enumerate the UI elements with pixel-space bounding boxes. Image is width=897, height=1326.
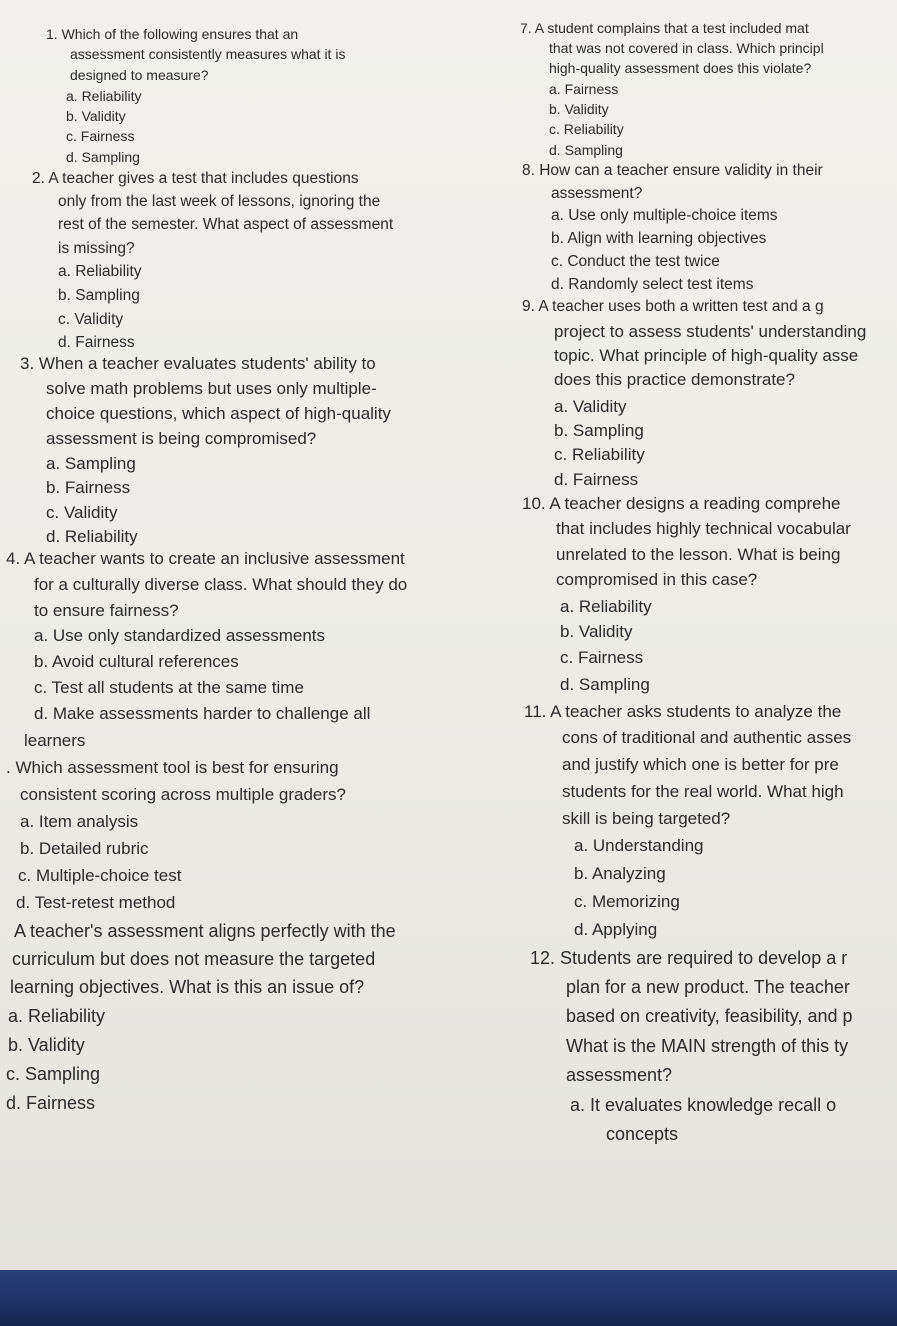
text-line: c. Validity	[46, 503, 118, 522]
text-line: 10. A teacher designs a reading comprehe	[522, 494, 841, 513]
text-line: a. Reliability	[58, 263, 142, 280]
text-line: c. Fairness	[66, 128, 135, 144]
text-line: d. Reliability	[46, 527, 138, 546]
text-line: d. Sampling	[549, 142, 623, 158]
text-line: a. Understanding	[574, 836, 704, 855]
text-line: project to assess students' understanding	[554, 322, 867, 341]
text-line: c. Memorizing	[574, 892, 680, 911]
text-line: does this practice demonstrate?	[554, 370, 795, 389]
text-line: a. Reliability	[8, 1006, 106, 1026]
text-line: b. Avoid cultural references	[34, 652, 239, 671]
text-line: A teacher's assessment aligns perfectly with the	[14, 921, 396, 941]
text-line: b. Analyzing	[574, 864, 666, 883]
text-line: d. Applying	[574, 920, 658, 939]
text-line: c. Test all students at the same time	[34, 678, 304, 697]
text-line: plan for a new product. The teacher	[566, 977, 850, 997]
text-line: a. Reliability	[66, 88, 142, 104]
text-line: a. Validity	[554, 397, 627, 416]
text-line: students for the real world. What high	[562, 782, 844, 801]
text-line: d. Fairness	[6, 1093, 96, 1113]
text-line: c. Multiple-choice test	[18, 866, 182, 885]
text-line: d. Sampling	[66, 149, 140, 165]
text-line: 7. A student complains that a test included mat	[520, 20, 809, 36]
text-line: solve math problems but uses only multiple-	[46, 379, 377, 398]
text-line: c. Sampling	[6, 1064, 101, 1084]
text-line: skill is being targeted?	[562, 809, 731, 828]
text-line: assessment?	[551, 185, 643, 202]
text-line: b. Fairness	[46, 478, 131, 497]
text-line: compromised in this case?	[556, 570, 758, 589]
text-line: b. Validity	[66, 108, 126, 124]
text-line: b. Validity	[549, 101, 609, 117]
text-line: d. Test-retest method	[16, 893, 176, 912]
text-line: concepts	[606, 1124, 679, 1144]
text-line: a. Use only multiple-choice items	[551, 207, 778, 224]
text-line: high-quality assessment does this violate?	[549, 60, 812, 76]
text-line: c. Validity	[58, 311, 124, 328]
text-line: . Which assessment tool is best for ensuring	[6, 758, 339, 777]
text-line: unrelated to the lesson. What is being	[556, 545, 841, 564]
text-line: 1. Which of the following ensures that an	[46, 26, 299, 42]
background-surface	[0, 1270, 897, 1326]
text-line: d. Randomly select test items	[551, 276, 754, 293]
text-line: b. Validity	[560, 622, 633, 641]
text-line: b. Sampling	[554, 421, 644, 440]
text-line: c. Reliability	[549, 121, 624, 137]
text-line: d. Fairness	[58, 334, 135, 351]
text-line: rest of the semester. What aspect of assessment	[58, 216, 394, 233]
text-line: b. Align with learning objectives	[551, 230, 767, 247]
text-line: 12. Students are required to develop a r	[530, 948, 848, 968]
text-line: 3. When a teacher evaluates students' ability to	[20, 354, 376, 373]
text-line: to ensure fairness?	[34, 601, 179, 620]
text-line: What is the MAIN strength of this ty	[566, 1036, 849, 1056]
text-line: choice questions, which aspect of high-quality	[46, 404, 391, 423]
text-line: assessment?	[566, 1065, 673, 1085]
text-line: only from the last week of lessons, ignoring the	[58, 193, 381, 210]
text-line: 4. A teacher wants to create an inclusive assessment	[6, 549, 405, 568]
text-line: that includes highly technical vocabular	[556, 519, 851, 538]
text-line: based on creativity, feasibility, and p	[566, 1006, 853, 1026]
text-line: b. Detailed rubric	[20, 839, 149, 858]
text-line: a. Use only standardized assessments	[34, 626, 326, 645]
text-line: d. Fairness	[554, 470, 639, 489]
text-line: assessment consistently measures what it is	[70, 46, 346, 62]
text-line: assessment is being compromised?	[46, 429, 317, 448]
text-line: learning objectives. What is this an issue of?	[10, 977, 365, 997]
text-line: c. Fairness	[560, 648, 644, 667]
text-line: c. Conduct the test twice	[551, 253, 720, 270]
text-line: 2. A teacher gives a test that includes questions	[32, 170, 359, 187]
text-line: a. Fairness	[549, 81, 619, 97]
text-line: designed to measure?	[70, 67, 209, 83]
text-line: d. Sampling	[560, 675, 650, 694]
text-line: 8. How can a teacher ensure validity in their	[522, 162, 823, 179]
text-line: learners	[24, 731, 86, 750]
text-line: that was not covered in class. Which principl	[549, 40, 824, 56]
text-line: a. Reliability	[560, 597, 652, 616]
text-line: 11. A teacher asks students to analyze the	[524, 702, 842, 721]
text-line: c. Reliability	[554, 445, 645, 464]
text-line: b. Validity	[8, 1035, 85, 1055]
text-line: topic. What principle of high-quality asse	[554, 346, 859, 365]
text-line: b. Sampling	[58, 287, 140, 304]
text-line: consistent scoring across multiple graders?	[20, 785, 346, 804]
text-line: d. Make assessments harder to challenge all	[34, 704, 371, 723]
text-line: 9. A teacher uses both a written test and a g	[522, 298, 824, 315]
text-line: for a culturally diverse class. What should they do	[34, 575, 408, 594]
text-line: and justify which one is better for pre	[562, 755, 839, 774]
text-line: curriculum but does not measure the targeted	[12, 949, 376, 969]
text-line: a. Sampling	[46, 454, 136, 473]
text-line: is missing?	[58, 240, 135, 257]
text-line: cons of traditional and authentic asses	[562, 728, 852, 747]
text-line: a. Item analysis	[20, 812, 139, 831]
text-line: a. It evaluates knowledge recall o	[570, 1095, 837, 1115]
